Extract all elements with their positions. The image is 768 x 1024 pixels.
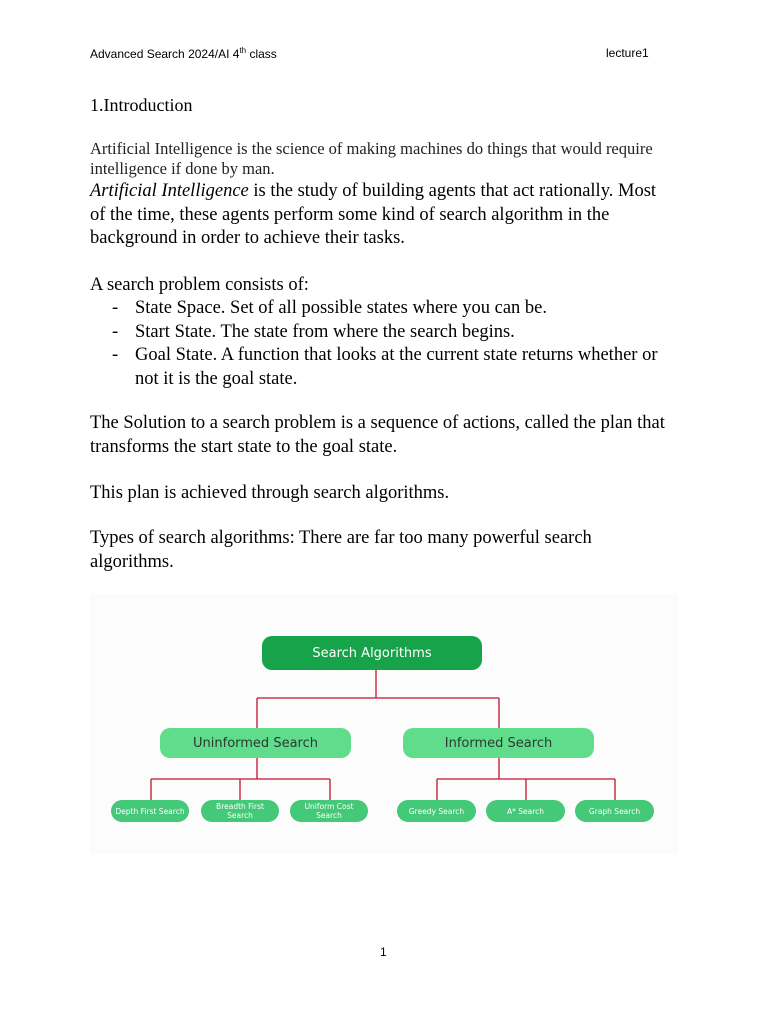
header-class-text: class (246, 47, 277, 61)
page-header-left (90, 46, 277, 61)
page-number: 1 (380, 945, 387, 959)
diagram-leaf-node: Uniform Cost Search (290, 800, 368, 822)
list-item (90, 344, 680, 391)
solution-paragraph: The Solution to a search problem is a sequence of actions, called the plan that transforms the start state to the goal state. (90, 413, 665, 457)
search-algorithms-diagram (90, 594, 678, 854)
list-bullet: - (112, 321, 119, 342)
italic-term: Artificial Intelligence (90, 181, 249, 201)
diagram-leaf-node: Greedy Search (397, 800, 476, 822)
diagram-leaf-node: Graph Search (575, 800, 654, 822)
diagram-root-node: Search Algorithms (262, 636, 482, 670)
diagram-leaf-node: Depth First Search (111, 800, 189, 822)
diagram-informed-node: Informed Search (403, 728, 594, 758)
agents-paragraph-text: is the study of building agents that act rationally. Most of the time, these agents perform some kind of search algorithm in the background in order to achieve their tasks. (90, 181, 657, 248)
list-bullet: - (112, 298, 119, 318)
diagram-uninformed-node: Uninformed Search (160, 728, 351, 758)
header-course-text: Advanced Search 2024/AI 4 (90, 47, 240, 61)
section-title: 1.Introduction (90, 95, 193, 115)
list-item (90, 297, 680, 321)
diagram-leaf-node: A* Search (486, 800, 565, 822)
search-problem-list (90, 297, 680, 391)
intro-definition-paragraph: Artificial Intelligence is the science of making machines do things that would require intelligence if done by man. (90, 139, 653, 178)
list-item (90, 321, 680, 345)
list-item-text: Goal State. A function that looks at the current state returns whether or not it is the goal state. (135, 345, 658, 389)
search-problem-lead: A search problem consists of: (90, 275, 309, 295)
plan-paragraph: This plan is achieved through search algorithms. (90, 483, 450, 503)
list-item-text: State Space. Set of all possible states where you can be. (135, 298, 548, 318)
list-item-text: Start State. The state from where the search begins. (135, 321, 515, 342)
diagram-leaf-node: Breadth First Search (201, 800, 279, 822)
page-header-right: lecture1 (606, 46, 649, 60)
list-bullet: - (112, 345, 119, 365)
header-superscript: th (239, 46, 247, 55)
agents-paragraph (90, 180, 675, 251)
types-paragraph: Types of search algorithms: There are far too many powerful search algorithms. (90, 528, 592, 572)
